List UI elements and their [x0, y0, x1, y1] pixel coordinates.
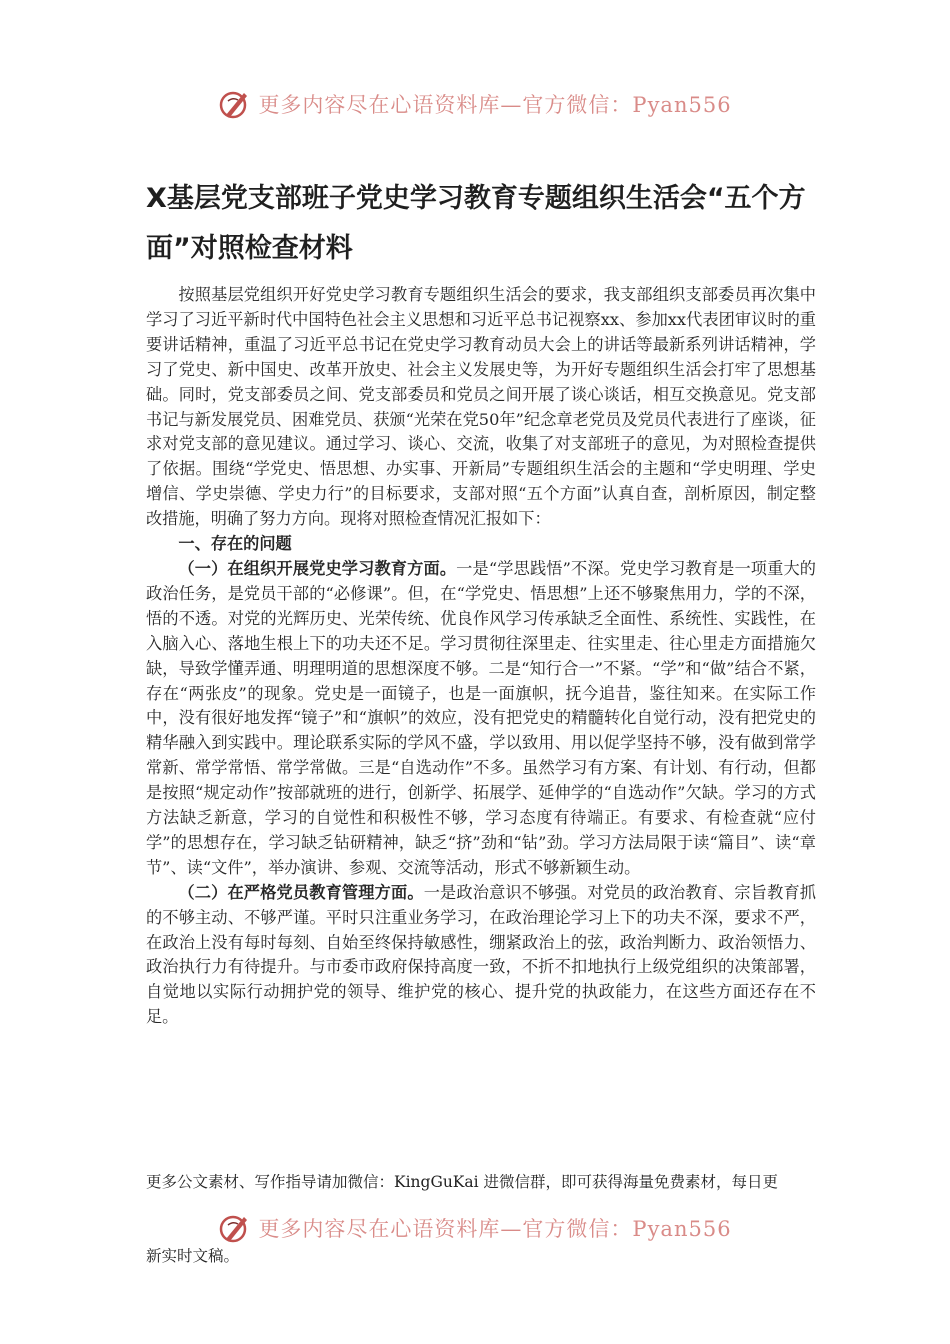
- footer-promo-note: 更多公文素材、写作指导请加微信：KingGuKai 进微信群，即可获得海量免费素材，每日更: [146, 1173, 779, 1191]
- footer-promo-note-continuation: 新实时文稿。: [146, 1247, 240, 1265]
- top-watermark-banner: [0, 84, 950, 124]
- subsection-2-body: 一是政治意识不够强。对党员的政治教育、宗旨教育抓的不够主动、不够严谨。平时只注重业务学习，在政治理论学习上下的功夫不深，要求不严，在政治上没有每时每刻、自始至终保持敏感性，绷紧政治上的弦，政治判断力、政治领悟力、政治执行力有待提升。与市委市政府保持高度一致，不折不扣地执行上级党组织的决策部署，自觉地以实际行动拥护党的领导、维护党的核心、提升党的执政能力，在这些方面还存在不足。: [146, 882, 816, 1027]
- subsection-1-body: 一是“学思践悟”不深。党史学习教育是一项重大的政治任务，是党员干部的“必修课”。但，在“学党史、悟思想”上还不够聚焦用力，学的不深，悟的不透。对党的光辉历史、光荣传统、优良作风学习传承缺乏全面性、系统性、实践性，在入脑入心、落地生根上下的功夫还不足。学习贯彻往深里走、往实里走、往心里走方面措施欠缺，导致学懂弄通、明理明道的思想深度不够。二是“知行合一”不紧。“学”和“做”结合不紧，存在“两张皮”的现象。党史是一面镜子，也是一面旗帜，抚今追昔，鉴往知来。在实际工作中，没有很好地发挥“镜子”和“旗帜”的效应，没有把党史的精髓转化自觉行动，没有把党史的精华融入到实践中。理论联系实际的学风不盛，学以致用、用以促学坚持不够，没有做到常学常新、常学常悟、常学常做。三是“自选动作”不多。虽然学习有方案、有计划、有行动，但都是按照“规定动作”按部就班的进行，创新学、拓展学、延伸学的“自选动作”欠缺。学习的方式方法缺乏新意，学习的自觉性和积极性不够，学习态度有待端正。有要求、有检查就“应付学”的思想存在，学习缺乏钻研精神，缺乏“挤”劲和“钻”劲。学习方法局限于读“篇目”、读“章节”、读“文件”，举办演讲、参观、交流等活动，形式不够新颖生动。: [146, 558, 816, 877]
- pen-circle-logo-icon: [218, 87, 252, 121]
- watermark-text: 更多内容尽在心语资料库—官方微信：Pyan556: [258, 93, 732, 117]
- section-heading-problems: 一、存在的问题: [178, 534, 292, 554]
- bottom-watermark-banner: [0, 1208, 950, 1248]
- subsection-2-lead: （二）在严格党员教育管理方面。: [178, 882, 424, 902]
- subsection-1-paragraph: [146, 557, 816, 881]
- subsection-1-lead: （一）在组织开展党史学习教育方面。: [178, 558, 457, 578]
- subsection-2-paragraph: [146, 881, 816, 1030]
- watermark-text: 更多内容尽在心语资料库—官方微信：Pyan556: [258, 1217, 732, 1241]
- pen-circle-logo-icon: [218, 1211, 252, 1245]
- document-title: X基层党支部班子党史学习教育专题组织生活会“五个方面”对照检查材料: [146, 183, 806, 264]
- document-body: [146, 283, 816, 1030]
- intro-paragraph: 按照基层党组织开好党史学习教育专题组织生活会的要求，我支部组织支部委员再次集中学习了习近平新时代中国特色社会主义思想和习近平总书记视察xx、参加xx代表团审议时的重要讲话精神，重温了习近平总书记在党史学习教育动员大会上的讲话等最新系列讲话精神，学习了党史、新中国史、改革开放史、社会主义发展史等，为开好专题组织生活会打牢了思想基础。同时，党支部委员之间、党支部委员和党员之间开展了谈心谈话，相互交换意见。党支部书记与新发展党员、困难党员、获颁“光荣在党50年”纪念章老党员及党员代表进行了座谈，征求对党支部的意见建议。通过学习、谈心、交流，收集了对支部班子的意见，为对照检查提供了依据。围绕“学党史、悟思想、办实事、开新局”专题组织生活会的主题和“学史明理、学史增信、学史崇德、学史力行”的目标要求，支部对照“五个方面”认真自查，剖析原因，制定整改措施，明确了努力方向。现将对照检查情况汇报如下：: [146, 285, 816, 529]
